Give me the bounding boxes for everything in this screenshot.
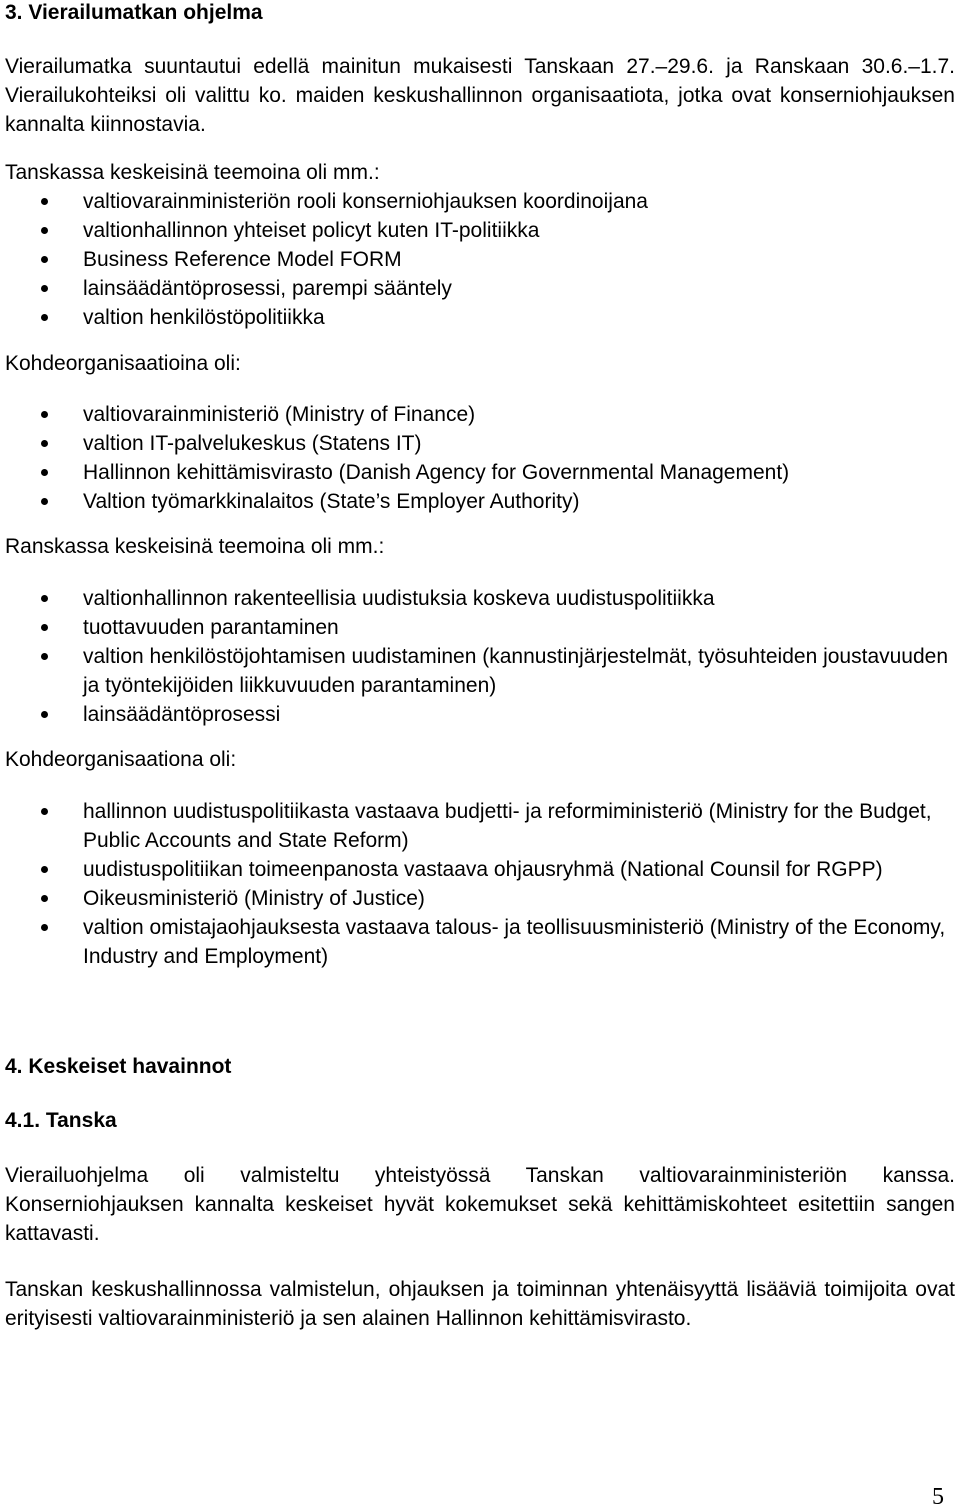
list-item (5, 187, 955, 216)
list-item-text: valtion IT-palvelukeskus (Statens IT) (83, 432, 422, 455)
list-item-text: valtiovarainministeriö (Ministry of Finance) (83, 403, 476, 426)
list-item (5, 913, 955, 971)
section-4-1-paragraph-2: Tanskan keskushallinnossa valmistelun, ohjauksen ja toiminnan yhtenäisyyttä lisääviä toimijoita ovat erityisesti valtiovarainministeriö ja sen alainen Hallinnon kehittämisvirasto. (5, 1278, 955, 1330)
denmark-orgs-list (5, 400, 955, 516)
france-orgs-label: Kohdeorganisaationa oli: (5, 748, 237, 771)
list-item-text: Valtion työmarkkinalaitos (State’s Employer Authority) (83, 490, 580, 513)
bullet-icon (41, 198, 48, 205)
france-themes-list (5, 584, 955, 729)
bullet-icon (41, 624, 48, 631)
list-item (5, 613, 955, 642)
list-item-text: valtion omistajaohjauksesta vastaava talous- ja teollisuusministeriö (Ministry of the Economy, Industry and Employment) (83, 916, 946, 968)
list-item (5, 400, 955, 429)
list-item (5, 884, 955, 913)
list-item (5, 584, 955, 613)
denmark-themes-list (5, 187, 955, 332)
list-item-text: valtion henkilöstöpolitiikka (83, 306, 325, 329)
bullet-icon (41, 411, 48, 418)
list-item (5, 303, 955, 332)
list-item-text: valtionhallinnon rakenteellisia uudistuksia koskeva uudistuspolitiikka (83, 587, 715, 610)
list-item-text: Hallinnon kehittämisvirasto (Danish Agency for Governmental Management) (83, 461, 790, 484)
list-item-text: Oikeusministeriö (Ministry of Justice) (83, 887, 425, 910)
list-item (5, 797, 955, 855)
bullet-icon (41, 595, 48, 602)
list-item (5, 855, 955, 884)
bullet-icon (41, 256, 48, 263)
bullet-icon (41, 924, 48, 931)
list-item-text: lainsäädäntöprosessi (83, 703, 281, 726)
france-orgs-list (5, 797, 955, 971)
section-3-heading: 3. Vierailumatkan ohjelma (5, 1, 263, 24)
bullet-icon (41, 314, 48, 321)
list-item-text: hallinnon uudistuspolitiikasta vastaava budjetti- ja reformiministeriö (Ministry for the Budget, Public Accounts and State Reform) (83, 800, 932, 852)
section-4-heading: 4. Keskeiset havainnot (5, 1055, 232, 1078)
list-item-text: uudistuspolitiikan toimeenpanosta vastaava ohjausryhmä (National Counsil for RGPP) (83, 858, 883, 881)
denmark-themes-label: Tanskassa keskeisinä teemoina oli mm.: (5, 161, 380, 184)
document-page (5, 0, 955, 1333)
list-item (5, 274, 955, 303)
list-item-text: lainsäädäntöprosessi, parempi sääntely (83, 277, 452, 300)
bullet-icon (41, 711, 48, 718)
list-item (5, 245, 955, 274)
section-4-1-paragraph-1: Vierailuohjelma oli valmisteltu yhteistyössä Tanskan valtiovarainministeriön kanssa. Konserniohjauksen kannalta keskeiset hyvät kokemukset sekä kehittämiskohteet esitettiin sangen kattavasti. (5, 1164, 955, 1245)
bullet-icon (41, 808, 48, 815)
section-4-1-heading: 4.1. Tanska (5, 1109, 117, 1132)
list-item-text: valtiovarainministeriön rooli konserniohjauksen koordinoijana (83, 190, 648, 213)
page-number: 5 (932, 1484, 944, 1510)
bullet-icon (41, 469, 48, 476)
bullet-icon (41, 440, 48, 447)
list-item-text: Business Reference Model FORM (83, 248, 402, 271)
list-item (5, 216, 955, 245)
bullet-icon (41, 227, 48, 234)
list-item-text: tuottavuuden parantaminen (83, 616, 339, 639)
bullet-icon (41, 285, 48, 292)
bullet-icon (41, 498, 48, 505)
bullet-icon (41, 653, 48, 660)
list-item-text: valtionhallinnon yhteiset policyt kuten IT-politiikka (83, 219, 540, 242)
bullet-icon (41, 895, 48, 902)
list-item (5, 429, 955, 458)
france-themes-label: Ranskassa keskeisinä teemoina oli mm.: (5, 535, 385, 558)
list-item (5, 700, 955, 729)
section-3-intro: Vierailumatka suuntautui edellä mainitun mukaisesti Tanskaan 27.–29.6. ja Ranskaan 30.6.–1.7. Vierailukohteiksi oli valittu ko. maiden keskushallinnon organisaatiota, jotka ovat konserniohjauksen kannalta kiinnostavia. (5, 55, 955, 136)
denmark-orgs-label: Kohdeorganisaatioina oli: (5, 352, 241, 375)
bullet-icon (41, 866, 48, 873)
list-item (5, 458, 955, 487)
list-item (5, 642, 955, 700)
list-item (5, 487, 955, 516)
list-item-text: valtion henkilöstöjohtamisen uudistaminen (kannustinjärjestelmät, työsuhteiden joustavuuden ja työntekijöiden liikkuvuuden parantaminen) (83, 645, 949, 697)
